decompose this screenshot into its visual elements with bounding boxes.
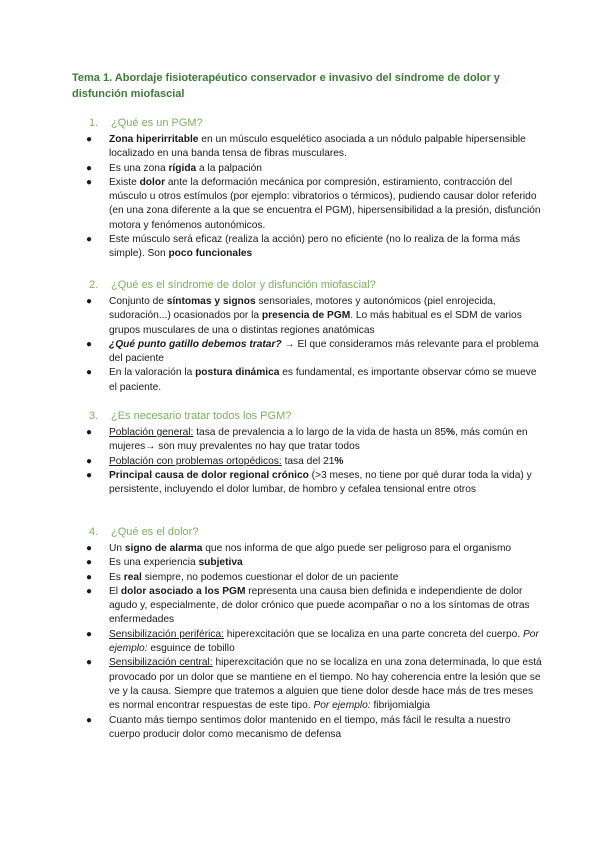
section-title: ¿Es necesario tratar todos los PGM? — [111, 410, 292, 422]
list-item: ● Es una experiencia subjetiva — [86, 557, 243, 569]
section-2 — [72, 278, 542, 395]
section-number: 1. — [89, 117, 99, 129]
document-title: Tema 1. Abordaje fisioterapéutico conservador e invasivo del síndrome de dolor y disfunción miofascial — [72, 72, 500, 100]
section-heading — [72, 116, 542, 131]
section-title: ¿Qué es el dolor? — [111, 526, 199, 538]
list-item: ● Principal causa de dolor regional crónico (>3 meses, no tiene por qué durar toda la vida) y persistente, incluyendo el dolor lumbar, de hombro y cefalea tensional entre otros — [86, 469, 532, 496]
list-item: ● Zona hiperirritable en un músculo esquelético asociada a un nódulo palpable hipersensible localizado en una banda tensa de fibras musculares. — [86, 134, 526, 160]
list-item: ● Sensibilización periférica: hiperexcitación que se localiza en una parte concreta del cuerpo. Por ejemplo: esguince de tobillo — [86, 628, 539, 655]
list-item: ● Un signo de alarma que nos informa de que algo puede ser peligroso para el organismo — [86, 543, 512, 554]
bullet-list — [72, 542, 542, 742]
section-4 — [72, 525, 542, 742]
list-item: ● Este músculo será eficaz (realiza la acción) pero no eficiente (no lo realiza de la forma más simple). Son poco funcionales — [86, 234, 521, 260]
section-heading — [72, 278, 542, 293]
list-item: ● En la valoración la postura dinámica es fundamental, es importante observar cómo se mueve el paciente. — [86, 367, 537, 393]
list-item: ● Es real siempre, no podemos cuestionar el dolor de un paciente — [86, 571, 399, 583]
section-heading — [72, 525, 542, 540]
section-number: 4. — [89, 526, 99, 538]
bullet-list — [72, 426, 542, 497]
list-item: ● Sensibilización central: hiperexcitación que no se localiza en una zona determinada, lo que está provocado por un dolor que se mantiene en el tiempo. No hay coherencia entre la lesión que se ve y la causa. Siempre que tratemos a alguien que tiene dolor desde hace más de tres meses es normal encontrar respuestas de este tipo. Por ejemplo: fibrijomialgia — [86, 657, 542, 712]
list-item: ● Población general: tasa de prevalencia a lo largo de la vida de hasta un 85%, más común en mujeres→ son muy prevalentes no hay que tratar todos — [86, 427, 528, 453]
list-item: ● El dolor asociado a los PGM representa una causa bien definida e independiente de dolor agudo y, especialmente, de dolor crónico que puede acompañar o no a los síntomas de otras enfermedades — [86, 585, 530, 626]
list-item: ● Es una zona rígida a la palpación — [86, 162, 262, 174]
section-1 — [72, 116, 542, 262]
section-number: 2. — [89, 279, 99, 291]
list-item: ● ¿Qué punto gatillo debemos tratar? → El que consideramos más relevante para el problema del paciente — [86, 338, 539, 365]
section-heading — [72, 409, 542, 424]
section-number: 3. — [89, 410, 99, 422]
bullet-list — [72, 133, 542, 262]
section-title: ¿Qué es un PGM? — [111, 117, 203, 129]
section-title: ¿Qué es el síndrome de dolor y disfunción miofascial? — [111, 279, 376, 291]
list-item: ● Conjunto de síntomas y signos sensoriales, motores y autonómicos (piel enrojecida, sudoración...) ocasionados por la presencia de PGM. Lo más habitual es el SDM de varios grupos musculares de una o distintas regiones anatómicas — [86, 296, 522, 336]
list-item: ● Población con problemas ortopédicos: tasa del 21% — [86, 455, 344, 467]
list-item: ● Cuanto más tiempo sentimos dolor mantenido en el tiempo, más fácil le resulta a nuestro cuerpo producir dolor como mecanismo de defensa — [86, 714, 511, 740]
bullet-list — [72, 295, 542, 395]
section-3 — [72, 409, 542, 497]
list-item: ● Existe dolor ante la deformación mecánica por compresión, estiramiento, contracción del músculo u otros estímulos (por ejemplo: vibratorios o térmicos), pudiendo causar dolor referido (en una zona diferente a la que se encuentra el PGM), hipersensibilidad a la presión, disfunción motora y fenómenos autonómicos. — [86, 176, 541, 231]
